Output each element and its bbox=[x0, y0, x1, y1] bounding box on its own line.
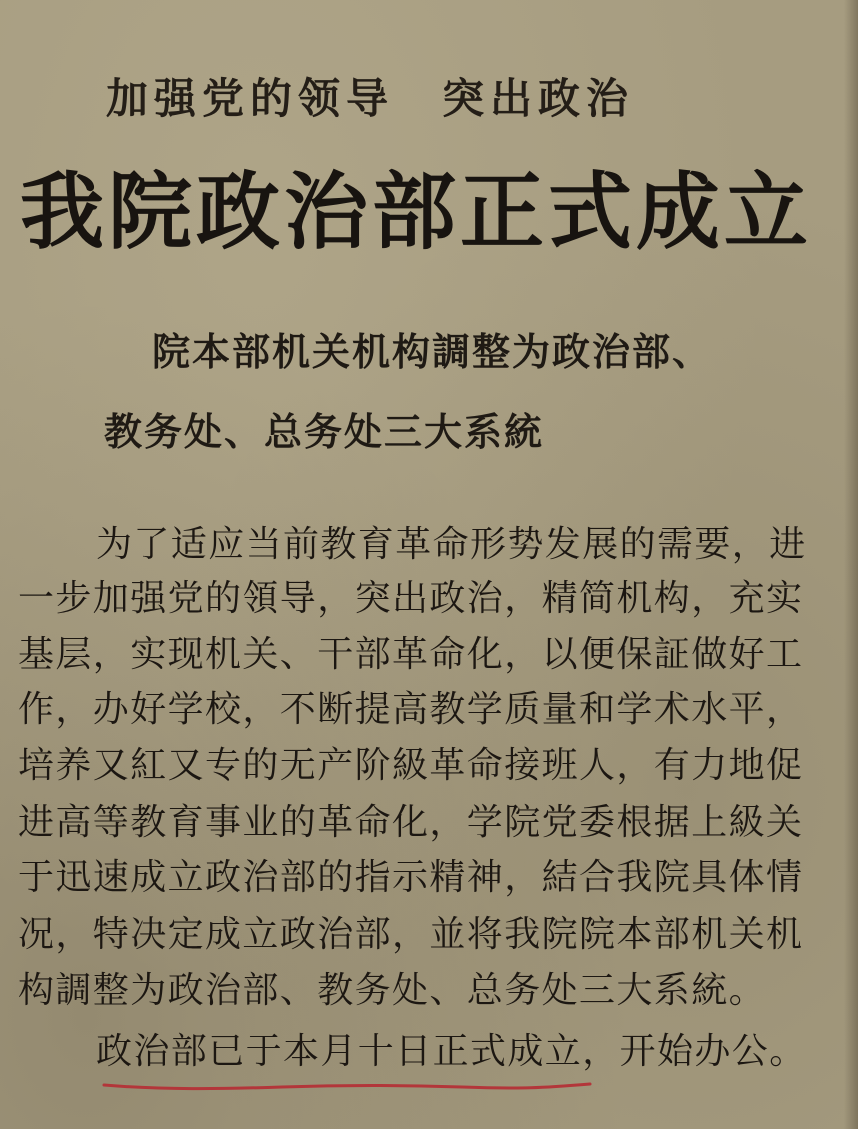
body-line: 作，办好学校，不断提高教学质量和学术水平， bbox=[18, 689, 804, 730]
page-edge-shadow bbox=[844, 0, 858, 1129]
body-line: 一步加强党的領导，突出政治，精简机构，充实 bbox=[18, 578, 804, 619]
body-line-final: 政治部已于本月十日正式成立，开始办公。 bbox=[96, 1031, 807, 1072]
body-line: 基层，实现机关、干部革命化，以便保証做好工 bbox=[18, 634, 804, 675]
subheadline-line-1: 院本部机关机构調整为政治部、 bbox=[152, 329, 713, 374]
red-pencil-underline bbox=[102, 1079, 592, 1093]
underline-stroke bbox=[104, 1084, 590, 1089]
body-line: 构調整为政治部、教务处、总务处三大系統。 bbox=[18, 970, 767, 1011]
subheadline-line-2: 教务处、总务处三大系統 bbox=[104, 409, 545, 454]
body-line: 为了适应当前教育革命形势发展的需要，进 bbox=[96, 524, 807, 565]
body-line: 培养又紅又专的无产阶級革命接班人，有力地促 bbox=[18, 745, 804, 786]
body-line: 于迅速成立政治部的指示精神，結合我院具体情 bbox=[18, 857, 804, 898]
article-headline: 我院政治部正式成立 bbox=[20, 162, 813, 261]
body-line: 况，特决定成立政治部，並将我院院本部机关机 bbox=[18, 914, 804, 955]
article-kicker: 加强党的领导 突出政治 bbox=[106, 74, 635, 123]
body-line: 进高等教育事业的革命化，学院党委根据上級关 bbox=[18, 802, 804, 843]
